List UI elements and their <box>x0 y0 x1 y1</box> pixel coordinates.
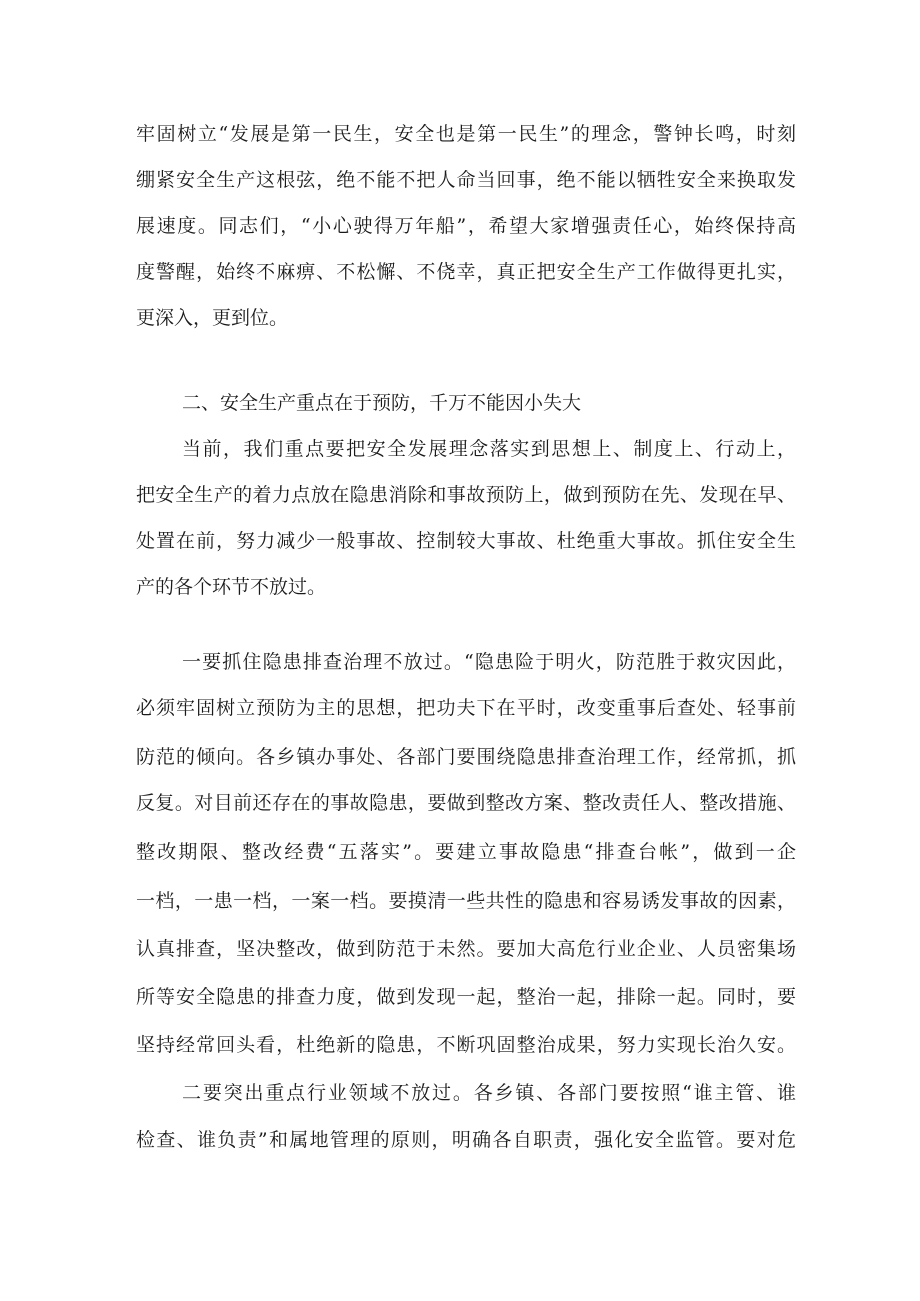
paragraph-3-line-8: 所等安全隐患的排查力度，做到发现一起，整治一起，排除一起。同时，要 <box>136 986 796 1008</box>
paragraph-2-line-3: 处置在前，努力减少一般事故、控制较大事故、杜绝重大事故。抓住安全生 <box>136 530 796 552</box>
paragraph-1-line-2: 绷紧安全生产这根弦，绝不能不把人命当回事，绝不能以牺牲安全来换取发 <box>136 169 796 191</box>
paragraph-4-line-2: 检查、谁负责”和属地管理的原则，明确各自职责，强化安全监管。要对危 <box>136 1129 796 1151</box>
paragraph-3-line-9: 坚持经常回头看，杜绝新的隐患，不断巩固整治成果，努力实现长治久安。 <box>136 1034 796 1056</box>
section-heading: 二、安全生产重点在于预防，千万不能因小失大 <box>182 392 582 414</box>
paragraph-3-line-2: 必须牢固树立预防为主的思想，把功夫下在平时，改变重事后查处、轻事前 <box>136 697 796 719</box>
paragraph-3-line-6: 一档，一患一档，一案一档。要摸清一些共性的隐患和容易诱发事故的因素， <box>136 890 796 912</box>
paragraph-3-line-7: 认真排查，坚决整改，做到防范于未然。要加大高危行业企业、人员密集场 <box>136 938 796 960</box>
paragraph-1-line-3: 展速度。同志们，“小心驶得万年船”，希望大家增强责任心，始终保持高 <box>136 215 796 237</box>
paragraph-3-line-5: 整改期限、整改经费“五落实”。要建立事故隐患“排查台帐”，做到一企 <box>136 841 796 863</box>
paragraph-1-line-4: 度警醒，始终不麻痹、不松懈、不侥幸，真正把安全生产工作做得更扎实， <box>136 261 796 283</box>
paragraph-2-line-4: 产的各个环节不放过。 <box>136 576 327 598</box>
paragraph-4-line-1: 二要突出重点行业领域不放过。各乡镇、各部门要按照“谁主管、谁 <box>182 1082 796 1104</box>
paragraph-1-line-1: 牢固树立“发展是第一民生，安全也是第一民生”的理念，警钟长鸣，时刻 <box>136 123 796 145</box>
paragraph-3-line-3: 防范的倾向。各乡镇办事处、各部门要围绕隐患排查治理工作，经常抓，抓 <box>136 746 796 768</box>
paragraph-3-line-1: 一要抓住隐患排查治理不放过。“隐患险于明火，防范胜于救灾因此， <box>182 651 796 673</box>
paragraph-3-line-4: 反复。对目前还存在的事故隐患，要做到整改方案、整改责任人、整改措施、 <box>136 792 796 814</box>
paragraph-2-line-2: 把安全生产的着力点放在隐患消除和事故预防上，做到预防在先、发现在早、 <box>136 484 796 506</box>
paragraph-1-line-5: 更深入，更到位。 <box>136 307 289 329</box>
paragraph-2-line-1: 当前，我们重点要把安全发展理念落实到思想上、制度上、行动上， <box>182 438 796 460</box>
